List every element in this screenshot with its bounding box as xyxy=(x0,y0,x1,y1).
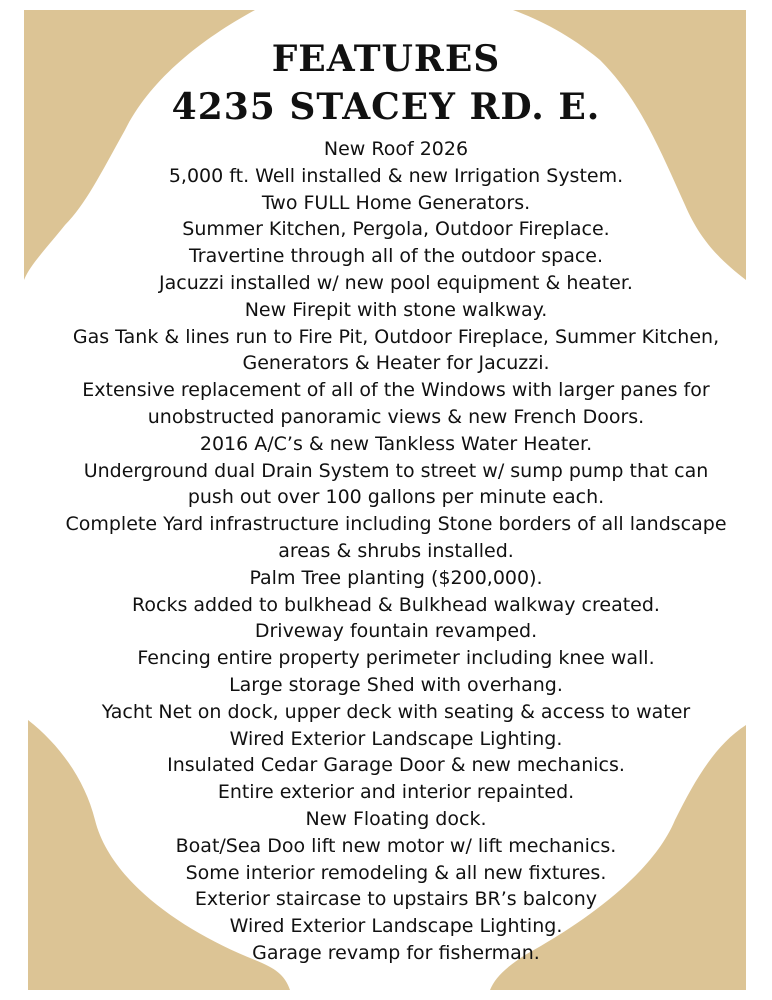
feature-item: Complete Yard infrastructure including Stone borders of all landscape xyxy=(65,513,727,536)
feature-item: Two FULL Home Generators. xyxy=(261,191,531,214)
feature-item: 5,000 ft. Well installed & new Irrigation System. xyxy=(168,164,624,187)
feature-item: Boat/Sea Doo lift new motor w/ lift mechanics. xyxy=(175,834,617,857)
feature-item: Wired Exterior Landscape Lighting. xyxy=(229,727,563,750)
feature-item: Large storage Shed with overhang. xyxy=(229,673,563,696)
feature-item: Insulated Cedar Garage Door & new mechanics. xyxy=(167,754,625,777)
feature-item: areas & shrubs installed. xyxy=(278,539,514,562)
feature-item: push out over 100 gallons per minute each. xyxy=(187,486,605,509)
feature-item: 2016 A/C’s & new Tankless Water Heater. xyxy=(199,432,593,455)
feature-item: New Firepit with stone walkway. xyxy=(244,298,548,321)
feature-item: Wired Exterior Landscape Lighting. xyxy=(229,915,563,938)
feature-item: Exterior staircase to upstairs BR’s balcony xyxy=(194,888,598,911)
feature-item: Summer Kitchen, Pergola, Outdoor Fireplace. xyxy=(182,218,610,241)
feature-item: Gas Tank & lines run to Fire Pit, Outdoor Fireplace, Summer Kitchen, xyxy=(72,325,720,348)
feature-item: Garage revamp for fisherman. xyxy=(252,941,540,964)
property-address: 4235 STACEY RD. E. xyxy=(171,86,601,128)
feature-item: Palm Tree planting ($200,000). xyxy=(249,566,543,589)
feature-item: New Floating dock. xyxy=(305,807,487,830)
feature-item: Travertine through all of the outdoor space. xyxy=(188,245,604,268)
feature-item: Driveway fountain revamped. xyxy=(254,620,538,643)
features-list xyxy=(40,136,752,967)
feature-item: New Roof 2026 xyxy=(323,138,469,160)
feature-item: Fencing entire property perimeter including knee wall. xyxy=(137,647,655,670)
feature-item: Some interior remodeling & all new fixtures. xyxy=(185,861,607,884)
page-title: FEATURES xyxy=(271,38,501,80)
feature-item: Underground dual Drain System to street w/ sump pump that can xyxy=(83,459,709,482)
feature-item: unobstructed panoramic views & new French Doors. xyxy=(147,405,645,428)
feature-item: Generators & Heater for Jacuzzi. xyxy=(242,352,550,375)
feature-item: Yacht Net on dock, upper deck with seating & access to water xyxy=(101,700,691,723)
feature-item: Extensive replacement of all of the Windows with larger panes for xyxy=(82,379,710,402)
feature-item: Rocks added to bulkhead & Bulkhead walkway created. xyxy=(132,593,660,616)
feature-item: Entire exterior and interior repainted. xyxy=(217,781,575,804)
feature-item: Jacuzzi installed w/ new pool equipment & heater. xyxy=(159,271,633,294)
